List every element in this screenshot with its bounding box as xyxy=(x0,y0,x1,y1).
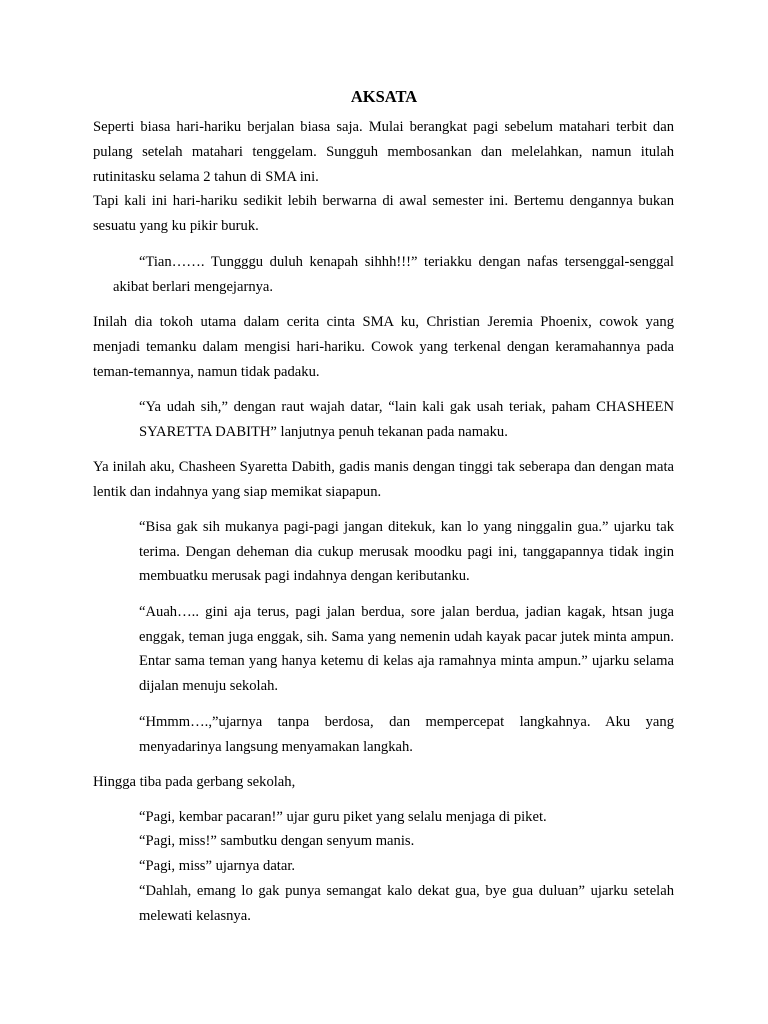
dialogue-8: “Pagi, miss” ujarnya datar. xyxy=(139,858,296,874)
paragraph-5: Hingga tiba pada gerbang sekolah, xyxy=(93,774,296,790)
dialogue-1: “Tian……. Tungggu duluh kenapah sihhh!!!” teriakku dengan nafas tersenggal-senggal akibat berlari mengejarnya. xyxy=(113,254,674,295)
paragraph-4: Ya inilah aku, Chasheen Syaretta Dabith, gadis manis dengan tinggi tak seberapa dan dengan mata lentik dan indahnya yang siap memikat siapapun. xyxy=(93,459,674,500)
dialogue-6: “Pagi, kembar pacaran!” ujar guru piket yang selalu menjaga di piket. xyxy=(139,809,547,825)
paragraph-3: Inilah dia tokoh utama dalam cerita cinta SMA ku, Christian Jeremia Phoenix, cowok yang menjadi temanku dalam mengisi hari-hariku. Cowok yang terkenal dengan keramahannya pada teman-temannya, namun tidak padaku. xyxy=(93,314,674,380)
document-title: AKSATA xyxy=(350,87,418,106)
dialogue-2: “Ya udah sih,” dengan raut wajah datar, “lain kali gak usah teriak, paham CHASHEEN SYARETTA DABITH” lanjutnya penuh tekanan pada namaku. xyxy=(139,399,674,440)
dialogue-3: “Bisa gak sih mukanya pagi-pagi jangan ditekuk, kan lo yang ninggalin gua.” ujarku tak terima. Dengan deheman dia cukup merusak moodku pagi ini, tanggapannya tidak ingin membuatku merusak pagi indahnya dengan keributanku. xyxy=(139,519,674,584)
paragraph-2: Tapi kali ini hari-hariku sedikit lebih berwarna di awal semester ini. Bertemu dengannya bukan sesuatu yang ku pikir buruk. xyxy=(93,193,674,234)
dialogue-5: “Hmmm….,”ujarnya tanpa berdosa, dan mempercepat langkahnya. Aku yang menyadarinya langsung menyamakan langkah. xyxy=(139,714,674,755)
paragraph-1: Seperti biasa hari-hariku berjalan biasa saja. Mulai berangkat pagi sebelum matahari terbit dan pulang setelah matahari tenggelam. Sungguh membosankan dan melelahkan, namun itulah rutinitasku selama 2 tahun di SMA ini. xyxy=(93,119,674,185)
dialogue-9: “Dahlah, emang lo gak punya semangat kalo dekat gua, bye gua duluan” ujarku setelah melewati kelasnya. xyxy=(139,883,674,924)
dialogue-4: “Auah….. gini aja terus, pagi jalan berdua, sore jalan berdua, jadian kagak, htsan juga enggak, teman juga enggak, sih. Sama yang nemenin udah kayak pacar jutek minta ampun. Entar sama teman yang hanya ketemu di kelas aja ramahnya minta ampun.” ujarku selama dijalan menuju sekolah. xyxy=(139,604,674,694)
dialogue-7: “Pagi, miss!” sambutku dengan senyum manis. xyxy=(139,833,415,849)
